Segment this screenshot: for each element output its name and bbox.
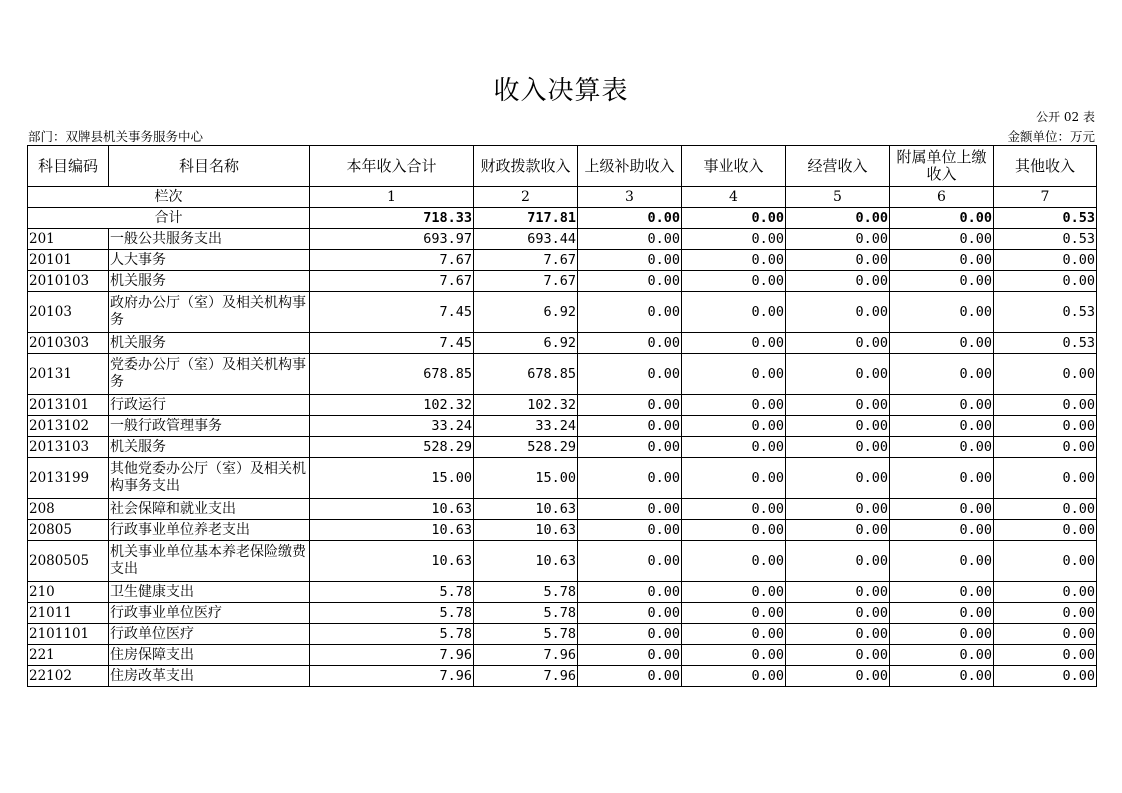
column-number: 3	[578, 187, 682, 208]
row-value: 0.00	[994, 458, 1097, 499]
row-code: 2013102	[28, 416, 109, 437]
row-value: 0.00	[786, 354, 890, 395]
row-value: 10.63	[474, 541, 578, 582]
table-row	[28, 416, 1097, 437]
total-value: 0.00	[578, 208, 682, 229]
row-value: 0.00	[682, 603, 786, 624]
header-name: 科目名称	[109, 146, 310, 187]
row-code: 21011	[28, 603, 109, 624]
row-value: 0.00	[890, 666, 994, 687]
row-value: 5.78	[474, 582, 578, 603]
table-row	[28, 666, 1097, 687]
row-value: 0.00	[578, 645, 682, 666]
row-value: 0.00	[578, 499, 682, 520]
table-row	[28, 520, 1097, 541]
row-code: 20805	[28, 520, 109, 541]
row-value: 7.67	[474, 250, 578, 271]
row-value: 0.00	[994, 645, 1097, 666]
row-code: 2013103	[28, 437, 109, 458]
row-name: 行政运行	[109, 395, 310, 416]
row-value: 5.78	[310, 624, 474, 645]
table-row	[28, 603, 1097, 624]
row-value: 0.00	[578, 582, 682, 603]
row-value: 0.00	[786, 645, 890, 666]
row-value: 0.00	[994, 666, 1097, 687]
row-code: 20101	[28, 250, 109, 271]
row-value: 0.00	[890, 499, 994, 520]
row-value: 0.00	[578, 333, 682, 354]
row-value: 7.45	[310, 333, 474, 354]
row-value: 0.00	[682, 624, 786, 645]
row-value: 0.00	[682, 582, 786, 603]
table-row	[28, 541, 1097, 582]
table-row	[28, 499, 1097, 520]
row-value: 0.00	[786, 541, 890, 582]
row-value: 0.00	[890, 292, 994, 333]
row-value: 0.00	[994, 354, 1097, 395]
row-name: 机关服务	[109, 437, 310, 458]
row-value: 0.00	[890, 333, 994, 354]
row-value: 0.00	[786, 416, 890, 437]
row-name: 住房保障支出	[109, 645, 310, 666]
row-value: 0.00	[682, 229, 786, 250]
row-value: 0.00	[786, 437, 890, 458]
row-code: 210	[28, 582, 109, 603]
row-value: 0.00	[890, 520, 994, 541]
row-value: 0.00	[994, 250, 1097, 271]
table-row	[28, 645, 1097, 666]
column-number: 2	[474, 187, 578, 208]
row-value: 7.96	[474, 666, 578, 687]
table-body	[28, 229, 1097, 687]
row-value: 0.00	[786, 271, 890, 292]
row-value: 0.00	[890, 645, 994, 666]
row-value: 7.67	[474, 271, 578, 292]
row-value: 0.00	[786, 229, 890, 250]
row-name: 行政单位医疗	[109, 624, 310, 645]
row-name: 政府办公厅（室）及相关机构事务	[109, 292, 310, 333]
row-value: 0.00	[578, 416, 682, 437]
row-value: 0.00	[890, 416, 994, 437]
total-value: 0.53	[994, 208, 1097, 229]
row-value: 33.24	[474, 416, 578, 437]
row-code: 2010303	[28, 333, 109, 354]
row-code: 2101101	[28, 624, 109, 645]
row-value: 0.53	[994, 229, 1097, 250]
row-code: 2010103	[28, 271, 109, 292]
row-value: 0.00	[994, 437, 1097, 458]
row-value: 0.00	[890, 395, 994, 416]
row-value: 7.96	[474, 645, 578, 666]
table-row	[28, 271, 1097, 292]
total-value: 0.00	[786, 208, 890, 229]
row-value: 102.32	[474, 395, 578, 416]
row-value: 5.78	[474, 624, 578, 645]
row-value: 33.24	[310, 416, 474, 437]
header-affiliate: 附属单位上缴收入	[890, 146, 994, 187]
row-value: 7.96	[310, 645, 474, 666]
row-value: 528.29	[474, 437, 578, 458]
total-label: 合计	[28, 208, 310, 229]
row-value: 0.00	[994, 603, 1097, 624]
row-value: 6.92	[474, 333, 578, 354]
row-value: 0.00	[682, 437, 786, 458]
row-name: 行政事业单位养老支出	[109, 520, 310, 541]
row-name: 机关服务	[109, 271, 310, 292]
row-value: 5.78	[310, 603, 474, 624]
row-value: 0.53	[994, 333, 1097, 354]
row-value: 5.78	[310, 582, 474, 603]
row-name: 党委办公厅（室）及相关机构事务	[109, 354, 310, 395]
row-value: 0.00	[682, 520, 786, 541]
row-value: 0.00	[578, 603, 682, 624]
row-value: 10.63	[474, 499, 578, 520]
row-value: 0.00	[578, 229, 682, 250]
row-value: 0.00	[994, 271, 1097, 292]
row-name: 住房改革支出	[109, 666, 310, 687]
table-row	[28, 229, 1097, 250]
row-value: 7.67	[310, 271, 474, 292]
row-value: 0.00	[578, 541, 682, 582]
row-value: 0.00	[578, 354, 682, 395]
department-label: 部门：双牌县机关事务服务中心	[28, 129, 204, 144]
row-value: 0.00	[682, 666, 786, 687]
unit-label: 金额单位：万元	[1007, 129, 1095, 144]
row-value: 0.00	[682, 458, 786, 499]
row-name: 机关事业单位基本养老保险缴费支出	[109, 541, 310, 582]
row-code: 22102	[28, 666, 109, 687]
row-code: 208	[28, 499, 109, 520]
row-value: 7.67	[310, 250, 474, 271]
row-code: 20131	[28, 354, 109, 395]
row-value: 10.63	[310, 541, 474, 582]
row-code: 201	[28, 229, 109, 250]
row-value: 0.00	[578, 271, 682, 292]
row-value: 10.63	[310, 520, 474, 541]
row-value: 0.00	[682, 416, 786, 437]
row-value: 10.63	[474, 520, 578, 541]
row-value: 0.00	[786, 333, 890, 354]
table-code-label: 公开 02 表	[1036, 110, 1095, 124]
row-value: 0.00	[890, 250, 994, 271]
report-title: 收入决算表	[493, 76, 629, 106]
row-name: 一般行政管理事务	[109, 416, 310, 437]
row-value: 15.00	[474, 458, 578, 499]
row-value: 0.00	[682, 499, 786, 520]
table-row	[28, 624, 1097, 645]
table-row	[28, 458, 1097, 499]
row-value: 15.00	[310, 458, 474, 499]
row-value: 0.00	[578, 292, 682, 333]
row-value: 0.00	[786, 666, 890, 687]
row-value: 693.44	[474, 229, 578, 250]
table-row	[28, 395, 1097, 416]
row-code: 2080505	[28, 541, 109, 582]
column-number: 4	[682, 187, 786, 208]
column-number-row	[28, 187, 1097, 208]
row-name: 其他党委办公厅（室）及相关机构事务支出	[109, 458, 310, 499]
row-value: 0.00	[786, 582, 890, 603]
row-value: 0.00	[578, 666, 682, 687]
column-number: 7	[994, 187, 1097, 208]
row-value: 0.00	[890, 624, 994, 645]
row-value: 693.97	[310, 229, 474, 250]
total-value: 718.33	[310, 208, 474, 229]
row-value: 0.00	[578, 250, 682, 271]
row-name: 一般公共服务支出	[109, 229, 310, 250]
header-code: 科目编码	[28, 146, 109, 187]
column-number: 5	[786, 187, 890, 208]
total-value: 717.81	[474, 208, 578, 229]
row-value: 0.00	[786, 520, 890, 541]
row-value: 0.00	[682, 292, 786, 333]
income-table	[27, 145, 1097, 687]
total-value: 0.00	[890, 208, 994, 229]
row-value: 5.78	[474, 603, 578, 624]
row-value: 528.29	[310, 437, 474, 458]
row-value: 0.00	[890, 458, 994, 499]
row-value: 0.00	[578, 624, 682, 645]
column-number: 6	[890, 187, 994, 208]
row-value: 0.00	[682, 271, 786, 292]
header-superior: 上级补助收入	[578, 146, 682, 187]
row-value: 0.00	[994, 624, 1097, 645]
row-name: 机关服务	[109, 333, 310, 354]
row-value: 0.00	[786, 395, 890, 416]
row-value: 0.00	[786, 458, 890, 499]
row-value: 0.00	[890, 354, 994, 395]
row-value: 678.85	[310, 354, 474, 395]
header-row	[28, 146, 1097, 187]
table-row	[28, 582, 1097, 603]
table-row	[28, 333, 1097, 354]
row-value: 0.00	[890, 603, 994, 624]
row-code: 2013199	[28, 458, 109, 499]
column-number-label: 栏次	[28, 187, 310, 208]
row-value: 6.92	[474, 292, 578, 333]
row-value: 0.00	[994, 582, 1097, 603]
row-value: 0.00	[682, 645, 786, 666]
row-value: 0.00	[786, 292, 890, 333]
table-row	[28, 292, 1097, 333]
row-code: 2013101	[28, 395, 109, 416]
row-value: 0.00	[578, 395, 682, 416]
header-fiscal: 财政拨款收入	[474, 146, 578, 187]
column-number: 1	[310, 187, 474, 208]
row-value: 7.96	[310, 666, 474, 687]
header-other: 其他收入	[994, 146, 1097, 187]
row-value: 0.53	[994, 292, 1097, 333]
row-code: 221	[28, 645, 109, 666]
table-row	[28, 354, 1097, 395]
table-row	[28, 437, 1097, 458]
row-value: 0.00	[786, 499, 890, 520]
row-value: 0.00	[682, 354, 786, 395]
row-value: 0.00	[994, 541, 1097, 582]
row-value: 0.00	[994, 416, 1097, 437]
row-value: 0.00	[578, 437, 682, 458]
row-value: 0.00	[578, 520, 682, 541]
row-value: 0.00	[890, 541, 994, 582]
row-value: 0.00	[890, 271, 994, 292]
row-name: 行政事业单位医疗	[109, 603, 310, 624]
row-name: 卫生健康支出	[109, 582, 310, 603]
row-value: 0.00	[890, 229, 994, 250]
row-value: 0.00	[786, 603, 890, 624]
row-value: 678.85	[474, 354, 578, 395]
row-value: 0.00	[994, 499, 1097, 520]
row-value: 102.32	[310, 395, 474, 416]
row-value: 0.00	[682, 333, 786, 354]
row-value: 0.00	[578, 458, 682, 499]
row-code: 20103	[28, 292, 109, 333]
row-value: 0.00	[994, 520, 1097, 541]
header-operating: 经营收入	[786, 146, 890, 187]
row-value: 7.45	[310, 292, 474, 333]
row-value: 0.00	[890, 437, 994, 458]
row-value: 0.00	[682, 250, 786, 271]
header-total: 本年收入合计	[310, 146, 474, 187]
row-value: 10.63	[310, 499, 474, 520]
row-value: 0.00	[890, 582, 994, 603]
table-row	[28, 250, 1097, 271]
row-value: 0.00	[682, 541, 786, 582]
header-business: 事业收入	[682, 146, 786, 187]
row-name: 社会保障和就业支出	[109, 499, 310, 520]
row-value: 0.00	[786, 250, 890, 271]
total-value: 0.00	[682, 208, 786, 229]
row-value: 0.00	[994, 395, 1097, 416]
row-name: 人大事务	[109, 250, 310, 271]
total-row	[28, 208, 1097, 229]
row-value: 0.00	[786, 624, 890, 645]
row-value: 0.00	[682, 395, 786, 416]
